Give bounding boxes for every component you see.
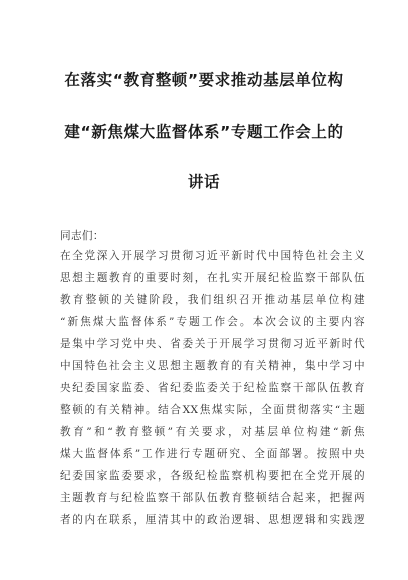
salutation: 同志们： bbox=[60, 230, 104, 242]
paragraph-line: 主题教育与纪检监察干部队伍教育整顿结合起来，把握两 bbox=[60, 492, 365, 504]
paragraph-line: “新焦煤大监督体系”专题工作会。本次会议的主要内容 bbox=[60, 316, 365, 328]
paragraph-line: 整顿的有关精神。结合XX焦煤实际，全面贯彻落实“主题 bbox=[60, 404, 365, 416]
paragraph-line: 煤大监督体系”工作进行专题研究、全面部署。按照中央 bbox=[60, 448, 365, 460]
title-line-1: 在落实“教育整顿”要求推动基层单位构 bbox=[64, 71, 344, 89]
paragraph-line: 者的内在联系，厘清其中的政治逻辑、思想逻辑和实践逻 bbox=[60, 514, 365, 526]
title-line-3: 讲话 bbox=[187, 173, 221, 191]
title-line-2: 建“新焦煤大监督体系”专题工作会上的 bbox=[64, 123, 344, 141]
paragraph-line: 是集中学习党中央、省委关于开展学习贯彻习近平新时代 bbox=[60, 338, 365, 350]
paragraph-line: 教育”和“教育整顿”有关要求，对基层单位构建“新焦 bbox=[60, 426, 365, 438]
paragraph-line: 中国特色社会主义思想主题教育的有关精神，集中学习中 bbox=[60, 360, 365, 372]
paragraph-line: 央纪委国家监委、省纪委监委关于纪检监察干部队伍教育 bbox=[60, 382, 365, 394]
paragraph-line: 思想主题教育的重要时刻，在扎实开展纪检监察干部队伍 bbox=[60, 272, 365, 284]
paragraph-line: 纪委国家监委要求，各级纪检监察机构要把在全党开展的 bbox=[60, 470, 365, 482]
paragraph-line: 在全党深入开展学习贯彻习近平新时代中国特色社会主义 bbox=[60, 250, 365, 262]
paragraph-line: 教育整顿的关键阶段，我们组织召开推动基层单位构建 bbox=[60, 294, 365, 306]
